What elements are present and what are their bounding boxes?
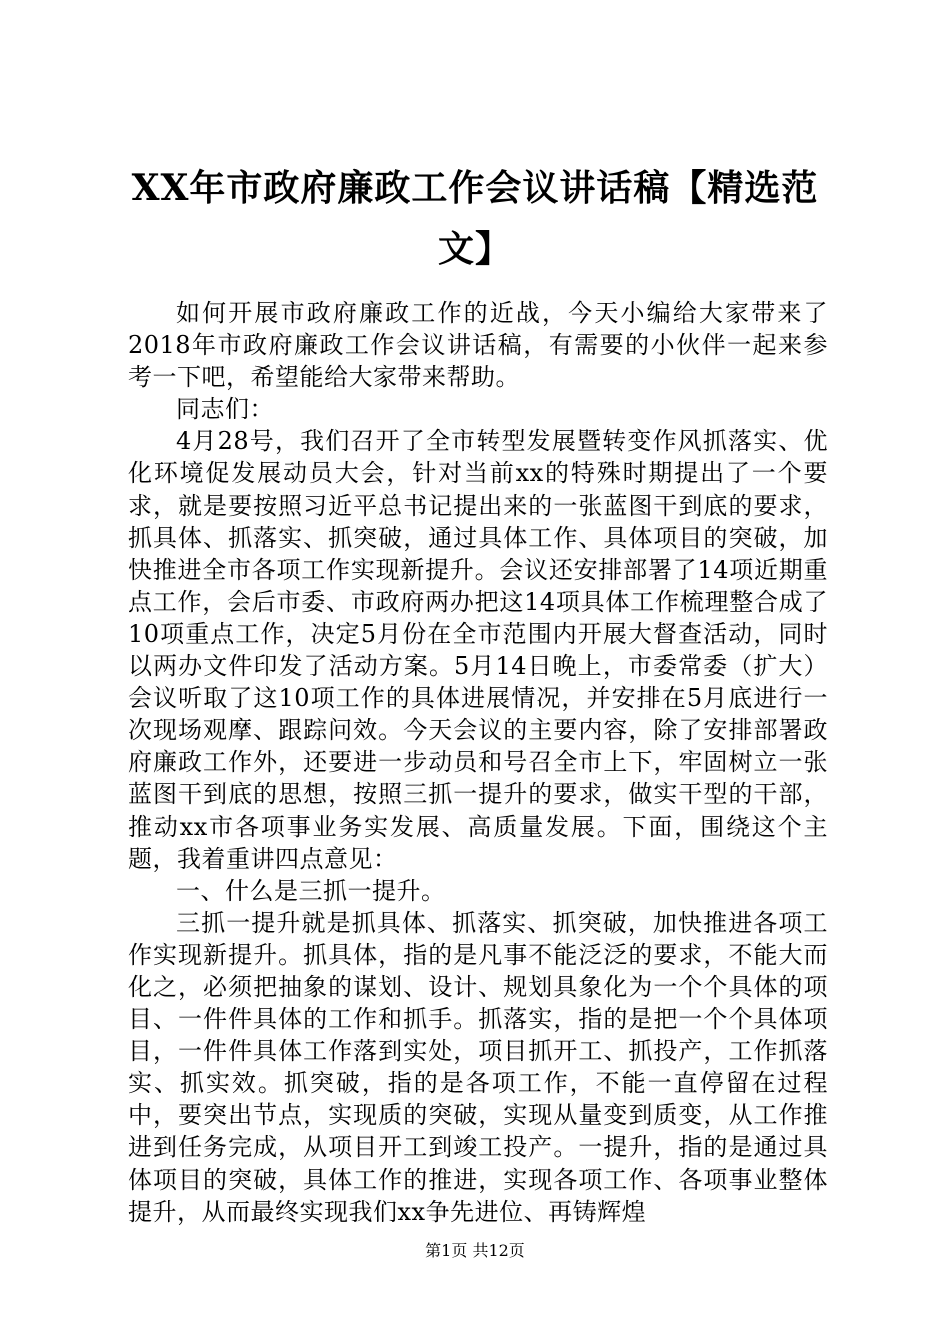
body-paragraph: 4月28号，我们召开了全市转型发展暨转变作风抓落实、优化环境促发展动员大会，针对当前xx的特殊时期提出了一个要求，就是要按照习近平总书记提出来的一张蓝图干到底的要求，抓具体、抓落实、抓突破，通过具体工作、具体项目的突破，加快推进全市各项工作实现新提升。会议还安排部署了14项近期重点工作，会后市委、市政府两办把这14项具体工作梳理整合成了10项重点工作，决定5月份在全市范围内开展大督查活动，同时以两办文件印发了活动方案。5月14日晚上，市委常委（扩大）会议听取了这10项工作的具体进展情况，并安排在5月底进行一次现场观摩、跟踪问效。今天会议的主要内容，除了安排部署政府廉政工作外，还要进一步动员和号召全市上下，牢固树立一张蓝图干到底的思想，按照三抓一提升的要求，做实干型的干部，推动xx市各项事业务实发展、高质量发展。下面，围绕这个主题，我着重讲四点意见：: [128, 427, 828, 873]
page-footer: 第1页 共12页: [425, 1241, 525, 1260]
intro-paragraph: 如何开展市政府廉政工作的近战，今天小编给大家带来了2018年市政府廉政工作会议讲话稿，有需要的小伙伴一起来参考一下吧，希望能给大家带来帮助。: [128, 299, 828, 392]
document-title: XX年市政府廉政工作会议讲话稿【精选范文】: [131, 167, 819, 270]
body-paragraph: 三抓一提升就是抓具体、抓落实、抓突破，加快推进各项工作实现新提升。抓具体，指的是凡事不能泛泛的要求，不能大而化之，必须把抽象的谋划、设计、规划具象化为一个个具体的项目、一件件具体的工作和抓手。抓落实，指的是把一个个具体项目，一件件具体工作落到实处，项目抓开工、抓投产，工作抓落实、抓实效。抓突破，指的是各项工作，不能一直停留在过程中，要突出节点，实现质的突破，实现从量变到质变，从工作推进到任务完成，从项目开工到竣工投产。一提升，指的是通过具体项目的突破，具体工作的推进，实现各项工作、各项事业整体提升，从而最终实现我们xx争先进位、再铸辉煌: [128, 908, 828, 1226]
section-heading: 一、什么是三抓一提升。: [176, 876, 446, 905]
document-body: [128, 297, 828, 1228]
salutation: 同志们：: [176, 395, 274, 424]
